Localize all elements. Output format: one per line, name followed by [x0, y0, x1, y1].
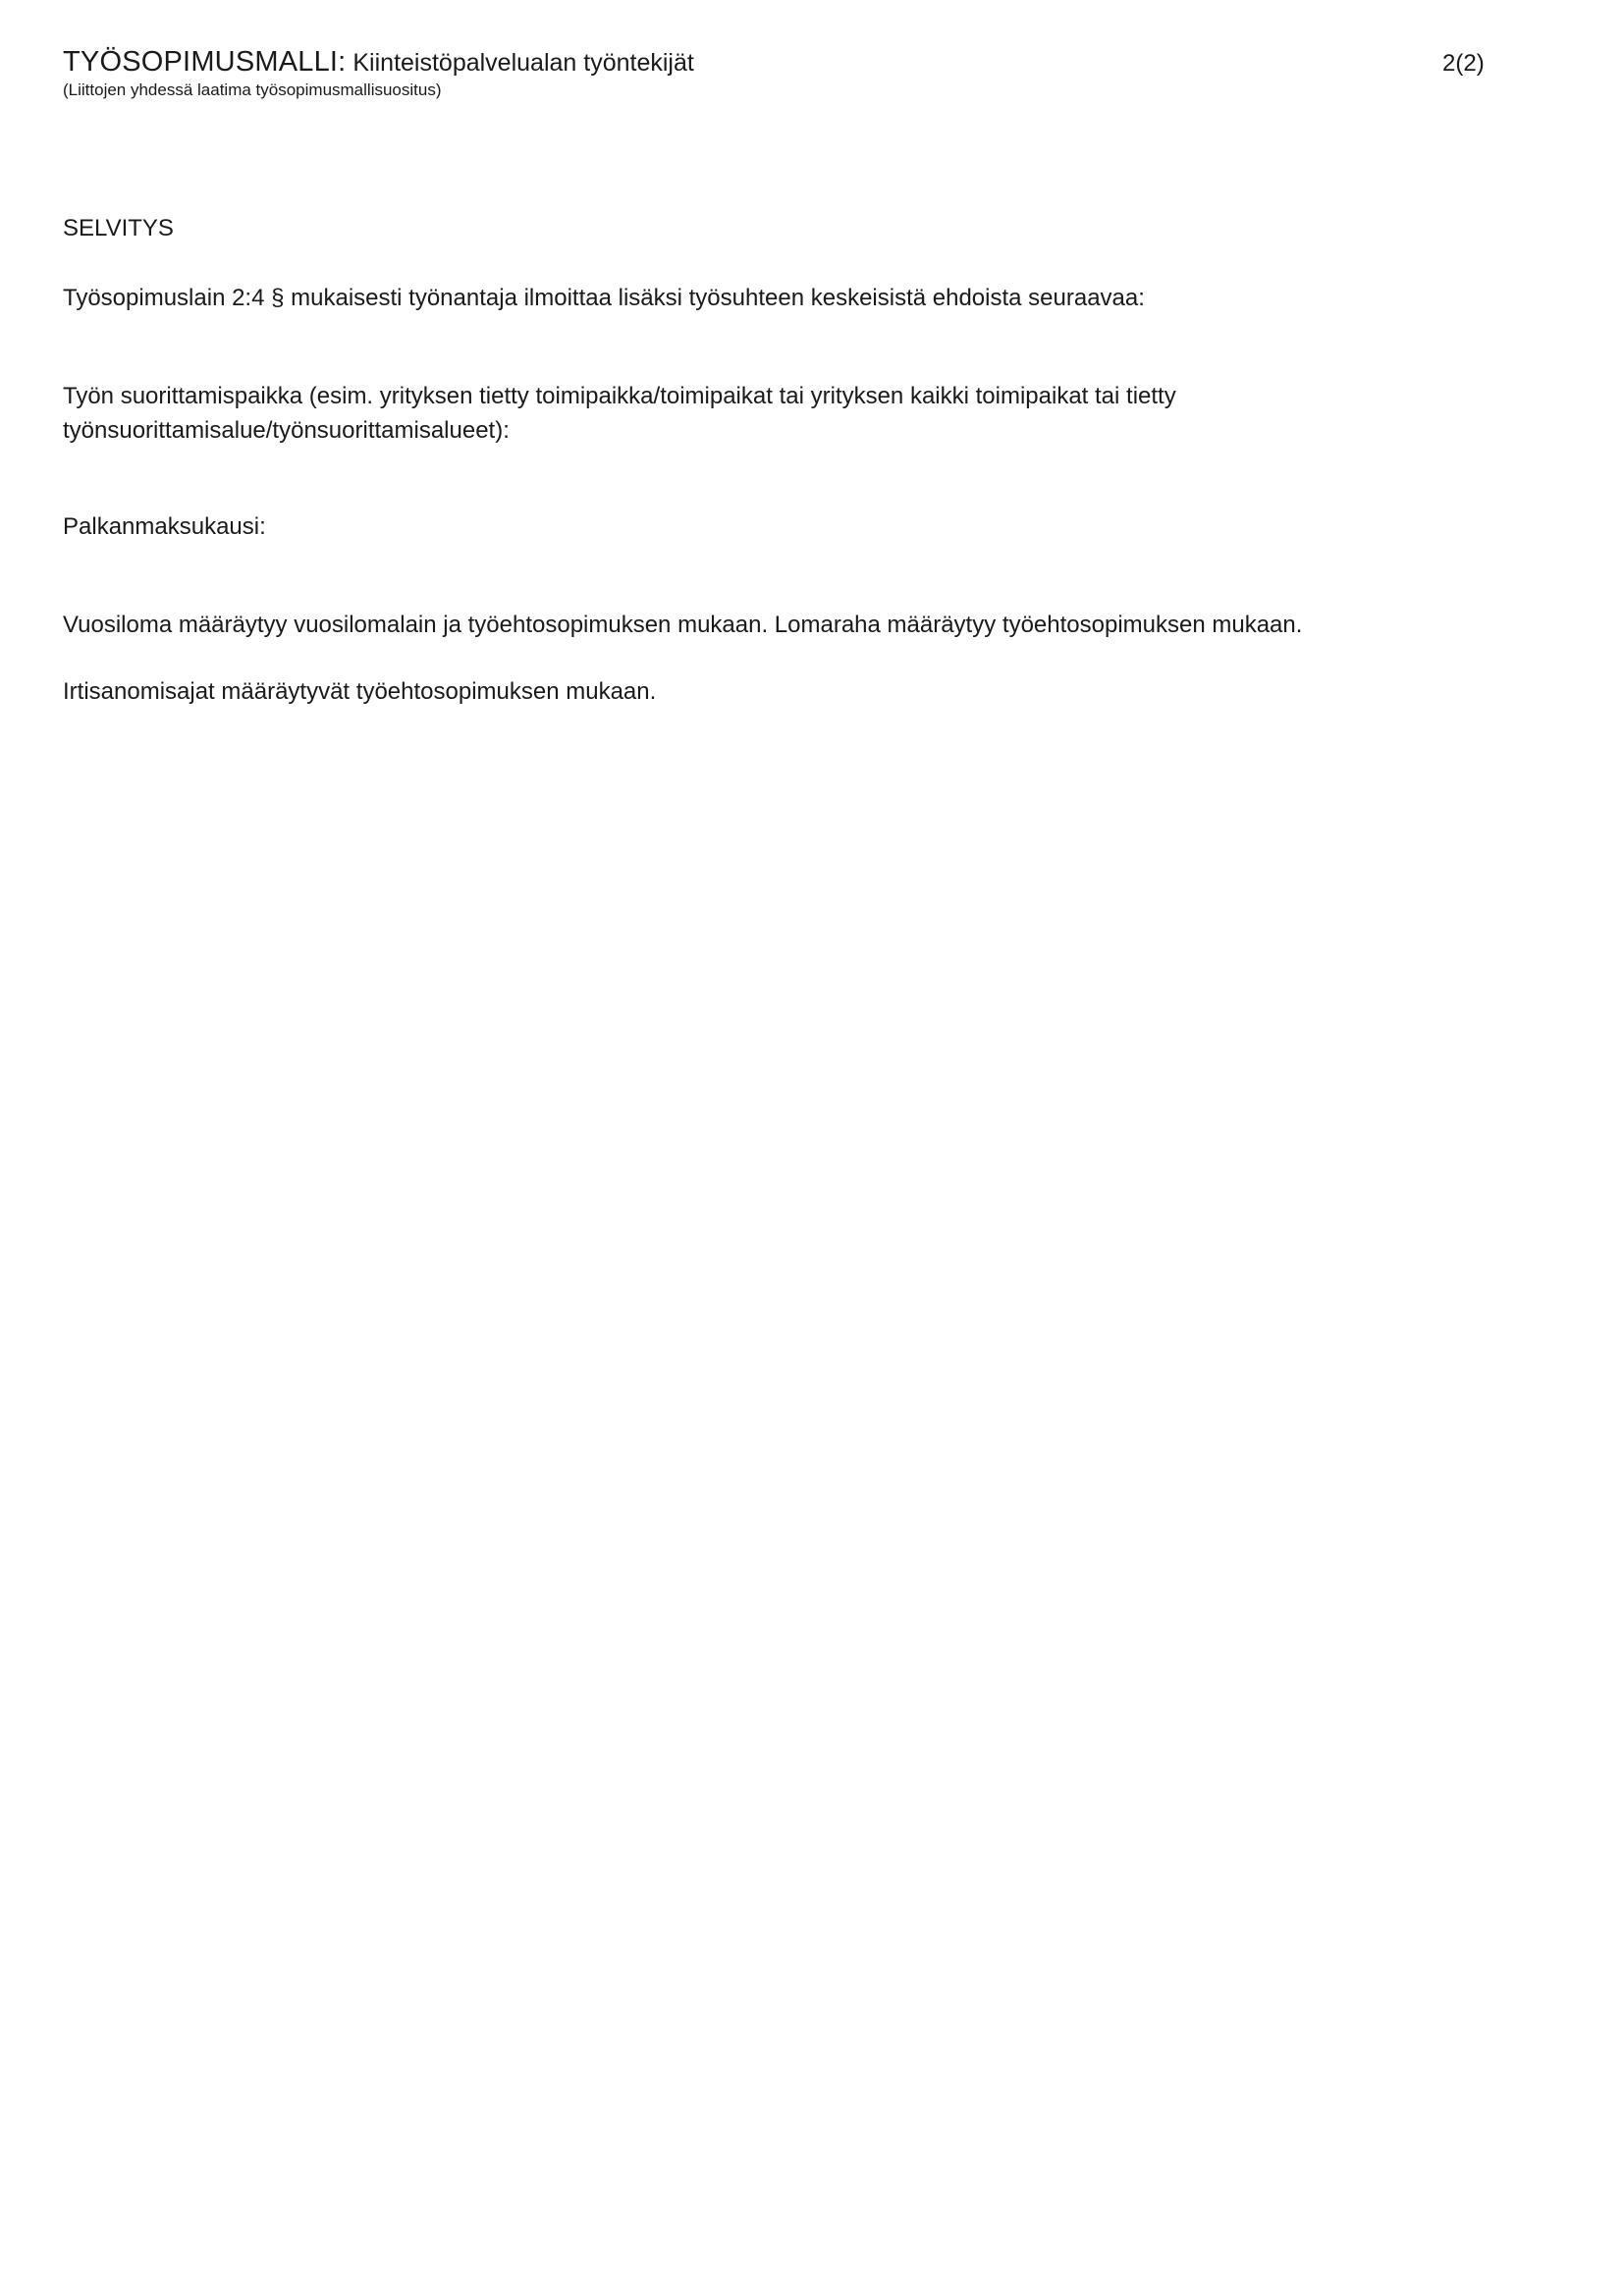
document-title-rest: Kiinteistöpalvelualan työntekijät: [346, 49, 694, 77]
page-header: [63, 47, 1496, 101]
intro-paragraph: Työsopimuslain 2:4 § mukaisesti työnantaja ilmoittaa lisäksi työsuhteen keskeisistä ehdoista seuraavaa:: [63, 285, 1145, 311]
section-heading: SELVITYS: [63, 215, 174, 241]
notice-period-paragraph: Irtisanomisajat määräytyvät työehtosopimuksen mukaan.: [63, 678, 657, 705]
document-title-main: TYÖSOPIMUSMALLI:: [63, 46, 347, 78]
document-title: [63, 47, 1496, 78]
workplace-line-1: Työn suorittamispaikka (esim. yrityksen tietty toimipaikka/toimipaikat tai yrityksen kaikki toimipaikat tai tietty: [63, 383, 1176, 409]
pay-period-label: Palkanmaksukausi:: [63, 513, 266, 540]
workplace-paragraph: [63, 379, 1496, 448]
workplace-line-2: työnsuorittamisalue/työnsuorittamisalueet):: [63, 417, 510, 444]
document-subtitle: (Liittojen yhdessä laatima työsopimusmallisuositus): [63, 80, 442, 99]
vacation-paragraph: Vuosiloma määräytyy vuosilomalain ja työehtosopimuksen mukaan. Lomaraha määräytyy työehtosopimuksen mukaan.: [63, 612, 1303, 638]
page-number: 2(2): [1442, 50, 1485, 77]
